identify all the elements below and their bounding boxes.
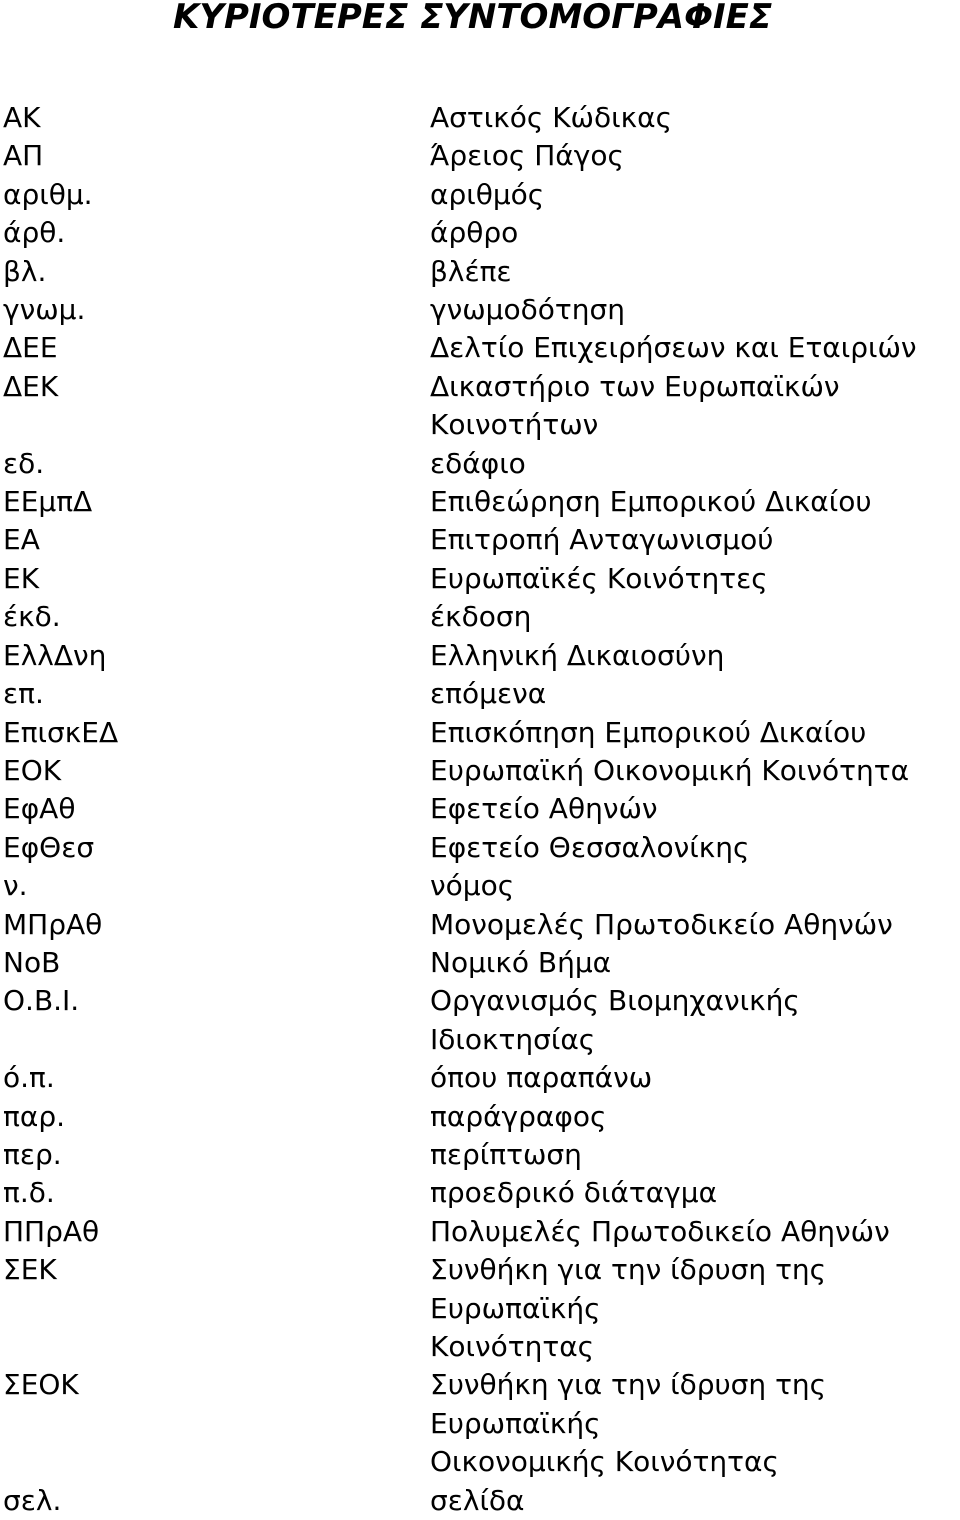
meaning-line: εδάφιο xyxy=(430,446,526,480)
abbreviation-term: ΔΕΕ xyxy=(3,331,58,365)
abbreviation-row xyxy=(3,176,960,214)
abbreviation-term: παρ. xyxy=(3,1099,65,1133)
abbreviation-meaning xyxy=(430,1366,960,1481)
abbreviation-meaning xyxy=(430,1213,960,1251)
abbreviation-term: ΜΠρΑθ xyxy=(3,907,103,941)
meaning-line: Επιτροπή Ανταγωνισμού xyxy=(430,523,774,557)
abbreviation-term: ΣΕΚ xyxy=(3,1253,57,1287)
abbreviation-row xyxy=(3,714,960,752)
abbreviation-meaning xyxy=(430,867,960,905)
abbreviation-row xyxy=(3,1482,960,1520)
abbreviation-row xyxy=(3,944,960,982)
meaning-line: Ευρωπαϊκής xyxy=(430,1406,601,1440)
abbreviation-meaning xyxy=(430,176,960,214)
abbreviation-row xyxy=(3,1366,960,1481)
abbreviation-term: Ο.Β.Ι. xyxy=(3,984,80,1018)
page-title: ΚΥΡΙΟΤΕΡΕΣ ΣΥΝΤΟΜΟΓΡΑΦΙΕΣ xyxy=(173,0,773,37)
abbreviation-row xyxy=(3,752,960,790)
meaning-line: βλέπε xyxy=(430,254,512,288)
abbreviation-meaning xyxy=(430,291,960,329)
abbreviation-term: ΕλλΔνη xyxy=(3,638,107,672)
abbreviation-meaning xyxy=(430,560,960,598)
meaning-line: Ιδιοκτησίας xyxy=(430,1022,596,1056)
abbreviation-row xyxy=(3,214,960,252)
abbreviation-term: επ. xyxy=(3,677,44,711)
abbreviation-row xyxy=(3,637,960,675)
meaning-line: παράγραφος xyxy=(430,1099,607,1133)
abbreviation-term: σελ. xyxy=(3,1483,62,1517)
meaning-line: Κοινοτήτων xyxy=(430,408,599,442)
abbreviation-meaning xyxy=(430,368,960,445)
abbreviation-term: ΔΕΚ xyxy=(3,369,59,403)
abbreviation-row xyxy=(3,1174,960,1212)
meaning-line: Συνθήκη για την ίδρυση της xyxy=(430,1368,827,1402)
abbreviation-row xyxy=(3,329,960,367)
meaning-line: Μονομελές Πρωτοδικείο Αθηνών xyxy=(430,907,893,941)
abbreviation-term: ΕπισκΕΔ xyxy=(3,715,119,749)
meaning-line: Ευρωπαϊκής xyxy=(430,1291,601,1325)
meaning-line: νόμος xyxy=(430,869,515,903)
abbreviation-term: ΑΠ xyxy=(3,139,44,173)
abbreviation-row xyxy=(3,1098,960,1136)
abbreviation-row xyxy=(3,906,960,944)
meaning-line: Ευρωπαϊκές Κοινότητες xyxy=(430,561,768,595)
abbreviation-term: ΕΑ xyxy=(3,523,40,557)
abbreviation-meaning xyxy=(430,637,960,675)
abbreviation-row xyxy=(3,829,960,867)
meaning-line: Εφετείο Αθηνών xyxy=(430,792,658,826)
abbreviation-meaning xyxy=(430,329,960,367)
abbreviation-term: ΕφΑθ xyxy=(3,792,76,826)
abbreviation-row xyxy=(3,137,960,175)
abbreviation-term: άρθ. xyxy=(3,216,66,250)
abbreviation-meaning xyxy=(430,829,960,867)
abbreviation-meaning xyxy=(430,1098,960,1136)
abbreviation-row xyxy=(3,483,960,521)
abbreviation-row xyxy=(3,1251,960,1366)
abbreviation-row xyxy=(3,675,960,713)
meaning-line: Νομικό Βήμα xyxy=(430,945,612,979)
meaning-line: Ευρωπαϊκή Οικονομική Κοινότητα xyxy=(430,753,910,787)
meaning-line: αριθμός xyxy=(430,177,545,211)
abbreviation-term: π.δ. xyxy=(3,1176,55,1210)
meaning-line: Αστικός Κώδικας xyxy=(430,101,673,134)
meaning-line: Επιθεώρηση Εμπορικού Δικαίου xyxy=(430,485,872,519)
abbreviation-meaning xyxy=(430,714,960,752)
abbreviation-term: ΣΕΟΚ xyxy=(3,1368,79,1402)
abbreviation-row xyxy=(3,1059,960,1097)
meaning-line: έκδοση xyxy=(430,600,532,634)
abbreviation-row xyxy=(3,790,960,828)
abbreviation-meaning xyxy=(430,790,960,828)
abbreviation-row xyxy=(3,982,960,1059)
meaning-line: Οργανισμός Βιομηχανικής xyxy=(430,984,800,1018)
abbreviation-row xyxy=(3,291,960,329)
abbreviation-term: ΝοΒ xyxy=(3,945,61,979)
abbreviation-term: έκδ. xyxy=(3,600,61,634)
abbreviation-row xyxy=(3,445,960,483)
meaning-line: Κοινότητας xyxy=(430,1330,595,1363)
abbreviation-term: ό.π. xyxy=(3,1061,55,1095)
abbreviation-term: γνωμ. xyxy=(3,293,86,327)
abbreviation-row xyxy=(3,598,960,636)
abbreviation-row xyxy=(3,1213,960,1251)
meaning-line: Δικαστήριο των Ευρωπαϊκών xyxy=(430,369,840,403)
abbreviations-table xyxy=(3,99,960,1520)
abbreviation-meaning xyxy=(430,1136,960,1174)
abbreviation-meaning xyxy=(430,483,960,521)
meaning-line: Ελληνική Δικαιοσύνη xyxy=(430,638,725,672)
abbreviation-meaning xyxy=(430,214,960,252)
abbreviation-meaning xyxy=(430,521,960,559)
abbreviation-term: ν. xyxy=(3,869,28,903)
abbreviation-meaning xyxy=(430,1251,960,1366)
abbreviation-row xyxy=(3,1136,960,1174)
abbreviation-meaning xyxy=(430,1059,960,1097)
meaning-line: Οικονομικής Κοινότητας xyxy=(430,1445,779,1479)
meaning-line: Επισκόπηση Εμπορικού Δικαίου xyxy=(430,715,867,749)
abbreviation-term: ΑΚ xyxy=(3,101,41,134)
abbreviation-meaning xyxy=(430,906,960,944)
abbreviation-meaning xyxy=(430,752,960,790)
abbreviation-meaning xyxy=(430,1482,960,1520)
abbreviation-term: περ. xyxy=(3,1137,62,1171)
meaning-line: Πολυμελές Πρωτοδικείο Αθηνών xyxy=(430,1214,890,1248)
abbreviation-row xyxy=(3,560,960,598)
abbreviation-row xyxy=(3,867,960,905)
abbreviation-row xyxy=(3,521,960,559)
abbreviation-meaning xyxy=(430,944,960,982)
meaning-line: όπου παραπάνω xyxy=(430,1061,653,1095)
abbreviation-meaning xyxy=(430,99,960,137)
abbreviation-meaning xyxy=(430,598,960,636)
abbreviation-meaning xyxy=(430,675,960,713)
abbreviation-term: ΠΠρΑθ xyxy=(3,1214,100,1248)
abbreviation-row xyxy=(3,99,960,137)
meaning-line: Εφετείο Θεσσαλονίκης xyxy=(430,830,750,864)
meaning-line: Άρειος Πάγος xyxy=(430,139,624,173)
abbreviation-row xyxy=(3,253,960,291)
meaning-line: περίπτωση xyxy=(430,1137,582,1171)
abbreviation-meaning xyxy=(430,445,960,483)
abbreviation-term: ΕΚ xyxy=(3,561,40,595)
meaning-line: σελίδα xyxy=(430,1483,525,1517)
abbreviation-term: εδ. xyxy=(3,446,45,480)
abbreviation-meaning xyxy=(430,982,960,1059)
meaning-line: επόμενα xyxy=(430,677,547,711)
abbreviation-row xyxy=(3,368,960,445)
abbreviation-meaning xyxy=(430,1174,960,1212)
abbreviation-term: αριθμ. xyxy=(3,177,93,211)
abbreviation-term: ΕφΘεσ xyxy=(3,830,95,864)
abbreviation-meaning xyxy=(430,137,960,175)
abbreviation-term: βλ. xyxy=(3,254,47,288)
meaning-line: Συνθήκη για την ίδρυση της xyxy=(430,1253,827,1287)
meaning-line: Δελτίο Επιχειρήσεων και Εταιριών xyxy=(430,331,917,365)
meaning-line: προεδρικό διάταγμα xyxy=(430,1176,718,1210)
abbreviation-meaning xyxy=(430,253,960,291)
abbreviation-term: ΕΕμπΔ xyxy=(3,485,93,519)
meaning-line: γνωμοδότηση xyxy=(430,293,625,327)
abbreviation-term: ΕΟΚ xyxy=(3,753,62,787)
meaning-line: άρθρο xyxy=(430,216,519,250)
